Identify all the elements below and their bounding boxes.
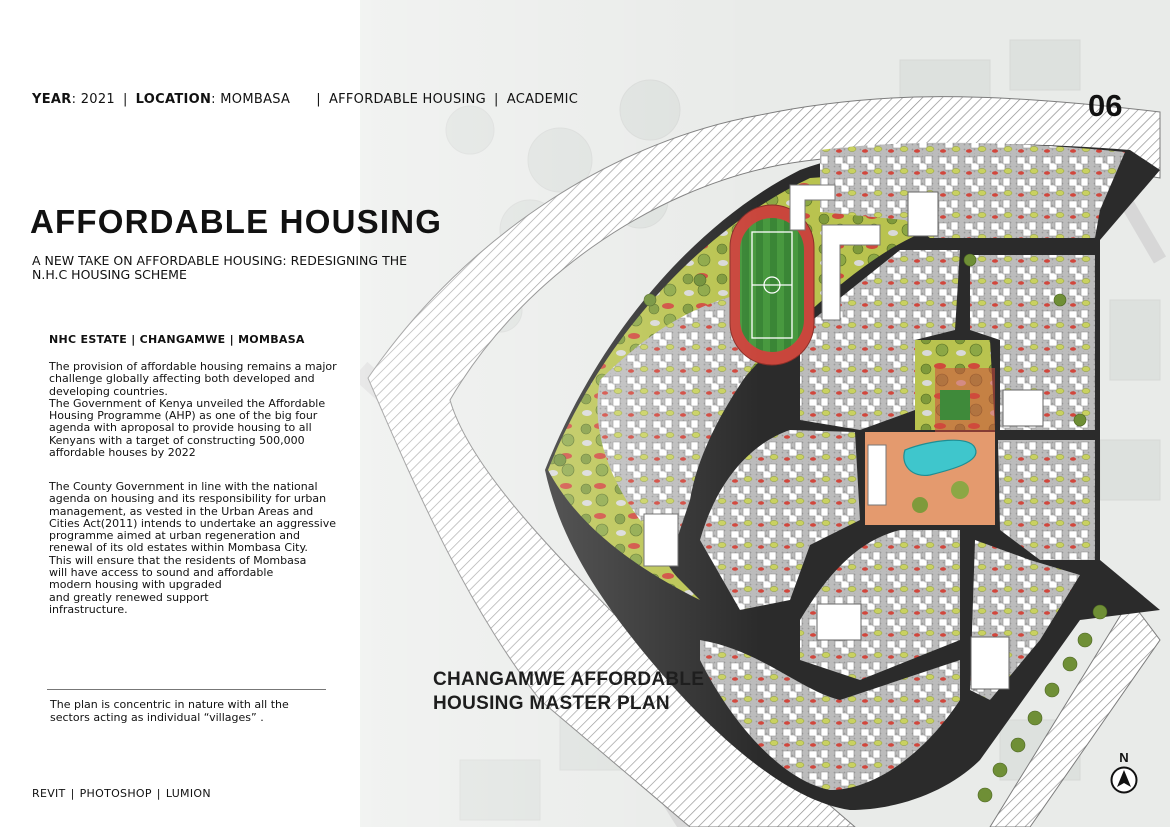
plan-note: The plan is concentric in nature with all the sectors acting as individual “villages” . [50,698,289,724]
divider: | [494,92,499,107]
location-value: : MOMBASA [211,92,291,107]
category-label: AFFORDABLE HOUSING [328,92,487,107]
location-label: LOCATION [135,92,212,107]
plan-title-line-2: HOUSING MASTER PLAN [433,693,670,714]
tool-item: REVIT [32,787,66,800]
north-arrow-icon [1109,765,1139,795]
north-indicator [1109,750,1139,799]
project-meta [32,92,578,107]
plan-title [433,668,704,716]
divider: | [316,92,321,107]
type-label: ACADEMIC [506,92,579,107]
divider: | [122,92,128,107]
north-label: N [1119,750,1129,765]
section-heading: NHC ESTATE | CHANGAMWE | MOMBASA [49,333,305,346]
year-value: : 2021 [71,92,115,107]
software-list [32,787,211,800]
page-subtitle: A NEW TAKE ON AFFORDABLE HOUSING: REDESIGNING THE N.H.C HOUSING SCHEME [32,253,407,282]
plan-title-line-1: CHANGAMWE AFFORDABLE [433,669,705,690]
body-paragraph-1: The provision of affordable housing remains a major challenge globally affecting both developed and developing countries. The Government of Kenya unveiled the Affordable Housing Programme (AHP) as one of the big four agenda with aproposal to provide housing to all Kenyans with a target of constructing 500,000 affordable houses by 2022 [49,360,337,460]
body-paragraph-2: The County Government in line with the national agenda on housing and its responsibility for urban management, as vested in the Urban Areas and Cities Act(2011) intends to undertake an aggressive programme aimed at urban regeneration and renewal of its old estates within Mombasa City. This will ensure that the residents of Mombasa will have access to sound and affordable modern housing with upgraded and greatly renewed support infrastructure. [49,480,336,616]
divider: | [156,787,161,800]
divider-rule [47,689,326,690]
page-number: 06 [1088,88,1123,123]
year-label: YEAR [32,92,72,107]
tool-item: LUMION [165,787,211,800]
tool-item: PHOTOSHOP [79,787,152,800]
page-title: AFFORDABLE HOUSING [30,203,443,240]
divider: | [70,787,75,800]
